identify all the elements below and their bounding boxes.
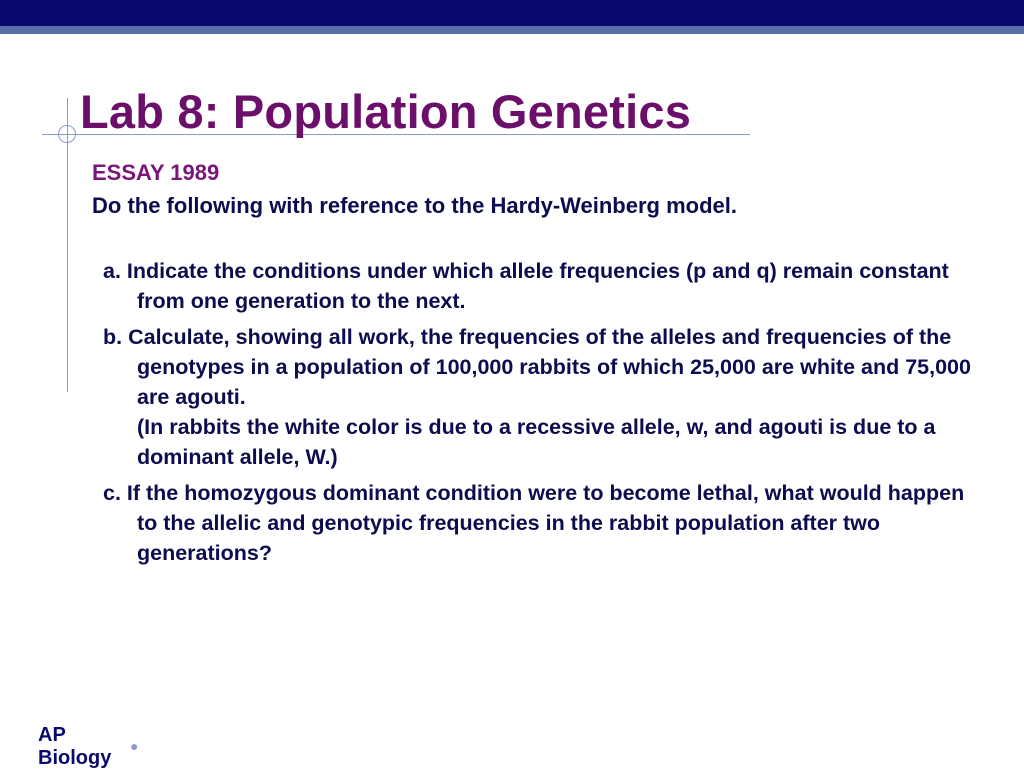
footer-clip: [0, 715, 112, 769]
top-banner-stripe: [0, 26, 1024, 34]
question-item-a: [103, 256, 973, 316]
question-b-text: b. Calculate, showing all work, the frequencies of the alleles and frequencies of the genotypes in a population of 100,000 rabbits of which 25,000 are white and 75,000 are agouti.: [103, 325, 971, 409]
essay-heading: ESSAY 1989: [92, 160, 220, 185]
footer-label: AP Biology: [38, 724, 112, 769]
essay-intro: Do the following with reference to the Hardy-Weinberg model.: [92, 193, 737, 218]
question-c-text: c. If the homozygous dominant condition were to become lethal, what would happen to the allelic and genotypic frequencies in the rabbit population after two generations?: [103, 481, 965, 565]
top-banner: [0, 0, 1024, 26]
question-item-b: [103, 322, 973, 472]
question-b-note: (In rabbits the white color is due to a recessive allele, w, and agouti is due to a dominant allele, W.): [137, 415, 936, 469]
slide-title: Lab 8: Population Genetics: [80, 85, 692, 138]
question-a-text: a. Indicate the conditions under which allele frequencies (p and q) remain constant from one generation to the next.: [103, 259, 949, 313]
question-item-c: [103, 478, 973, 568]
essay-question-list: [103, 256, 973, 574]
crosshair-circle-icon: [58, 125, 76, 143]
page-number-fragment-icon: ●: [130, 738, 139, 754]
